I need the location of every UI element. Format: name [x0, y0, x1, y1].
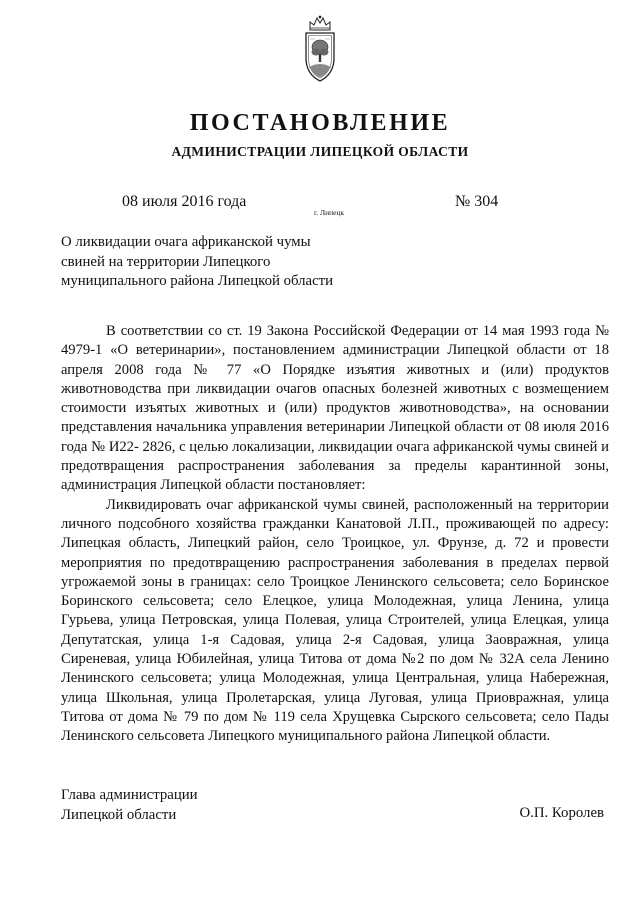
- document-body: [61, 322, 609, 747]
- subject-line: муниципального района Липецкой области: [61, 273, 334, 289]
- document-subject: [61, 233, 381, 292]
- coat-of-arms-icon: [301, 14, 339, 86]
- issuer-subtitle: АДМИНИСТРАЦИИ ЛИПЕЦКОЙ ОБЛАСТИ: [171, 144, 469, 159]
- subject-line: О ликвидации очага африканской чумы: [61, 234, 311, 250]
- body-paragraph-decision: Ликвидировать очаг африканской чумы свиней, расположенный на территории личного подсобного хозяйства гражданки Канатовой Л.П., проживающей по адресу: Липецкая область, Липецкий район, село Троицкое, ул. Фрунзе, д. 72 и провести мероприятия по предотвращению распространения заболевания в пределах первой угрожаемой зоны в границах: село Троицкое Ленинского сельсовета; село Боринское Боринского сельсовета; село Елецкое, улица Молодежная, улица Ленина, улица Гурьева, улица Петровская, улица Полевая, улица Строителей, улица Елецкая, улица Депутатская, улица 1-я Садовая, улица 2-я Садовая, улица Заовражная, улица Сиреневая, улица Юбилейная, улица Титова от дома №2 по дом № 32А села Ленино Ленинского сельсовета; улица Молодежная, улица Центральная, улица Набережная, улица Школьная, улица Пролетарская, улица Луговая, улица Приовражная, улица Титова от дома № 79 по дом № 119 села Хрущевка Сырского сельсовета; село Пады Ленинского сельсовета Липецкого муниципального района Липецкой области.: [61, 496, 609, 745]
- signature-name: О.П. Королев: [519, 805, 604, 821]
- document-date: 08 июля 2016 года: [122, 193, 247, 210]
- signature-position-line: Глава администрации: [61, 787, 198, 803]
- body-paragraph-preamble: В соответствии со ст. 19 Закона Российской Федерации от 14 мая 1993 года № 4979-1 «О ветеринарии», постановлением администрации Липецкой области от 18 апреля 2008 года № 77 «О Порядке изъятия животных и (или) продуктов животноводства при ликвидации очагов опасных болезней животных с возмещением стоимости изъятых животных и (или) продуктов животноводства», на основании представления начальника управления ветеринарии Липецкой области от 08 июля 2016 года № И22- 2826, с целью локализации, ликвидации очага африканской чумы свиней и предотвращения распространения заболевания за пределы карантинной зоны, администрация Липецкой области постановляет:: [61, 323, 609, 494]
- subject-line: свиней на территории Липецкого: [61, 253, 271, 270]
- document-number: № 304: [455, 193, 499, 210]
- document-title: ПОСТАНОВЛЕНИЕ: [189, 110, 451, 136]
- signature-position-line: Липецкой области: [61, 807, 177, 823]
- document-city: г. Липецк: [314, 208, 345, 217]
- signature-position: [61, 785, 198, 825]
